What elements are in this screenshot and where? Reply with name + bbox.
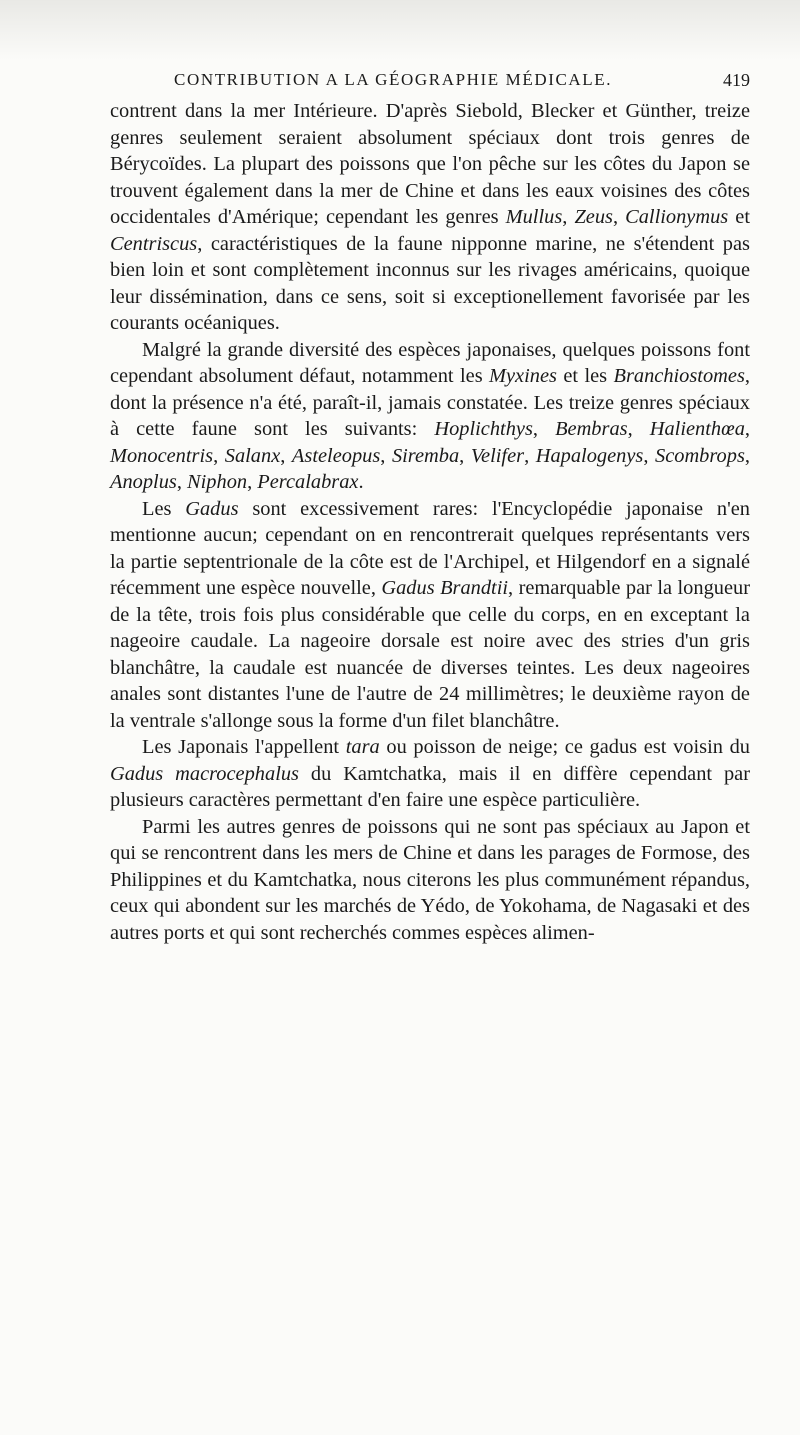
text-run: Parmi les autres genres de poissons qui ne sont pas spéciaux au Japon et qui se rencontrent dans les mers de Chine et dans les parages de Formose, des Philippines et du Kamtchatka, nous citerons les plus communément répandus, ceux qui abondent sur les marchés de Yédo, de Yokohama, de Nagasaki et des autres ports et qui sont recherchés commes espèces alimen- bbox=[110, 815, 750, 944]
paragraph bbox=[110, 337, 750, 496]
text-run: , bbox=[643, 444, 656, 467]
body-text bbox=[110, 98, 750, 946]
text-run: , remarquable par la longueur de la tête, trois fois plus considérable que celle du corps, en en exceptant la nageoire caudale. La nageoire dorsale est noire avec des stries d'un gris blanchâtre, la caudale est nuancée de diverses teintes. Les deux nageoires anales sont distantes l'une de l'autre de 24 millimètres; le deuxième rayon de la ventrale s'allonge sous la forme d'un filet blanchâtre. bbox=[110, 577, 750, 732]
italic-term: tara bbox=[345, 736, 380, 758]
paragraph bbox=[110, 814, 750, 947]
italic-term: Anoplus bbox=[110, 471, 177, 493]
text-run: et les bbox=[556, 365, 614, 387]
text-run: , caractéristiques de la faune nipponne marine, ne s'étendent pas bien loin et sont complètement inconnus sur les rivages américains, quoique leur dissémination, dans ce sens, soit si exceptionellement favorisée par les courants océaniques. bbox=[110, 232, 750, 334]
italic-term: Gadus macrocephalus bbox=[110, 762, 299, 785]
italic-term: Callionymus bbox=[625, 206, 729, 228]
page-number: 419 bbox=[723, 70, 750, 90]
text-run: , bbox=[213, 444, 225, 467]
paragraph bbox=[110, 496, 750, 735]
text-run: Les Japonais l'appellent bbox=[142, 736, 346, 758]
italic-term: Halienthœa bbox=[649, 418, 745, 440]
page-header bbox=[110, 66, 750, 94]
text-run: , bbox=[247, 471, 258, 493]
paragraph bbox=[110, 734, 750, 814]
text-run: sont excessivement rares: l'Encyclopédie japonaise n'en mentionne aucun; cependant on en rencontrerait quelques représentants vers la partie septentrionale de la côte est de l'Archipel, et Hilgendorf en a signalé récemment une espèce nouvelle, bbox=[110, 497, 750, 599]
italic-term: Monocentris bbox=[110, 444, 214, 467]
text-run: , bbox=[280, 444, 292, 467]
text-run: , bbox=[176, 471, 188, 493]
text-run: , bbox=[744, 418, 751, 440]
italic-term: Siremba bbox=[391, 444, 460, 467]
text-run: , bbox=[524, 444, 536, 467]
text-run: , bbox=[627, 418, 650, 440]
italic-term: Branchiostomes bbox=[613, 365, 745, 387]
paragraph bbox=[110, 98, 750, 337]
italic-term: Percalabrax bbox=[257, 471, 359, 493]
italic-term: Myxines bbox=[489, 365, 557, 387]
text-run: , bbox=[612, 206, 626, 228]
italic-term: Zeus bbox=[574, 206, 613, 228]
text-run: , bbox=[532, 418, 556, 440]
text-run: , bbox=[562, 206, 575, 228]
text-run: et bbox=[728, 206, 750, 228]
text-run: , bbox=[380, 444, 392, 467]
text-run: , bbox=[744, 444, 750, 467]
text-run: Malgré la grande diversité des espèces japonaises, quelques poissons font cependant absolument défaut, notamment les bbox=[110, 338, 750, 387]
italic-term: Niphon bbox=[187, 471, 248, 493]
text-run: . bbox=[358, 471, 364, 493]
running-head: CONTRIBUTION A LA GÉOGRAPHIE MÉDICALE. bbox=[174, 70, 613, 89]
italic-term: Asteleopus bbox=[291, 444, 381, 467]
italic-term: Gadus bbox=[185, 497, 239, 520]
italic-term: Scombrops bbox=[655, 444, 745, 467]
italic-term: Mullus bbox=[505, 206, 563, 228]
text-run: , bbox=[459, 444, 471, 467]
text-run: contrent dans la mer Intérieure. D'après Siebold, Blecker et Günther, treize genres seulement seraient absolument spéciaux dont trois genres de Bérycoïdes. La plupart des poissons que l'on pêche sur les côtes du Japon se trouvent également dans la mer de Chine et dans les eaux voisines des côtes occidentales d'Amérique; cependant les genres bbox=[110, 100, 750, 228]
italic-term: Gadus Brandtii bbox=[381, 577, 509, 599]
italic-term: Velifer bbox=[470, 444, 525, 467]
italic-term: Centriscus bbox=[110, 232, 198, 255]
text-run: du Kamtchatka, mais il en diffère cependant par plusieurs caractères permettant d'en faire une espèce particulière. bbox=[110, 762, 750, 811]
italic-term: Hapalogenys bbox=[535, 444, 644, 467]
scan-shading bbox=[0, 0, 800, 60]
italic-term: Salanx bbox=[224, 444, 281, 467]
italic-term: Bembras bbox=[555, 418, 628, 440]
text-run: , dont la présence n'a été, paraît-il, jamais constatée. Les treize genres spéciaux à cette faune sont les suivants: bbox=[110, 365, 750, 440]
text-run: Les bbox=[142, 497, 186, 520]
text-run: ou poisson de neige; ce gadus est voisin du bbox=[379, 736, 750, 758]
italic-term: Hoplichthys bbox=[434, 418, 533, 440]
